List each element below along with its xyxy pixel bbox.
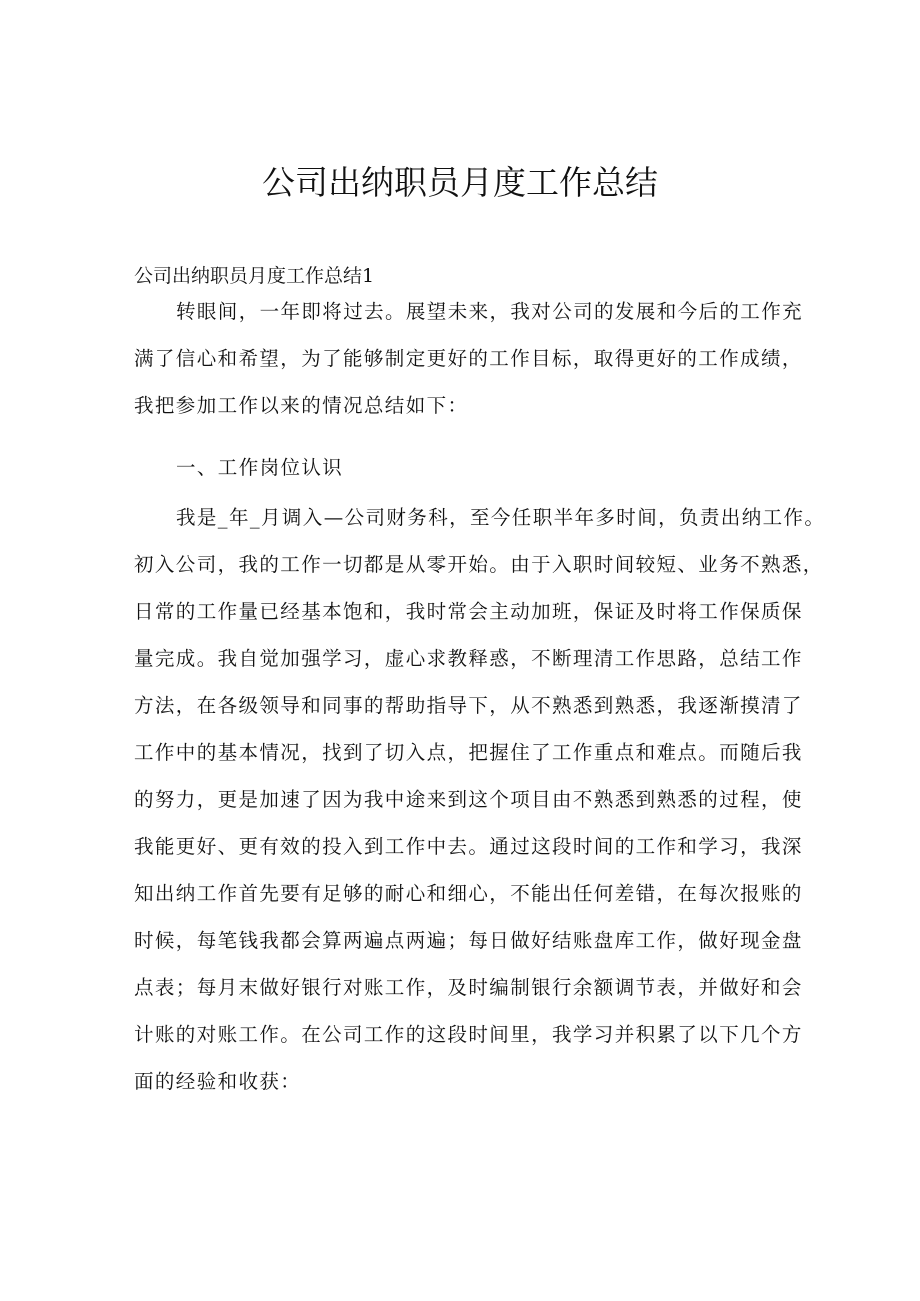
paragraph-line: 初入公司，我的工作一切都是从零开始。由于入职时间较短、业务不熟悉， [134,553,824,576]
paragraph-line: 工作中的基本情况，找到了切入点，把握住了工作重点和难点。而随后我 [134,741,803,764]
paragraph-line: 满了信心和希望，为了能够制定更好的工作目标，取得更好的工作成绩， [134,347,803,370]
paragraph-line: 点表；每月末做好银行对账工作，及时编制银行余额调节表，并做好和会 [134,976,803,999]
paragraph-line: 我能更好、更有效的投入到工作中去。通过这段时间的工作和学习，我深 [134,835,803,858]
paragraph-line: 时候，每笔钱我都会算两遍点两遍；每日做好结账盘库工作，做好现金盘 [134,929,803,952]
paragraph-line: 计账的对账工作。在公司工作的这段时间里，我学习并积累了以下几个方 [134,1023,803,1046]
paragraph-line: 日常的工作量已经基本饱和，我时常会主动加班，保证及时将工作保质保 [134,600,803,623]
intro-paragraph [134,288,814,429]
paragraph-line: 量完成。我自觉加强学习，虚心求教释惑，不断理清工作思路，总结工作 [134,647,803,670]
paragraph-line: 我是_年_月调入—公司财务科，至今任职半年多时间，负责出纳工作。 [176,506,826,529]
document-title: 公司出纳职员月度工作总结 [262,163,658,202]
paragraph-line: 方法，在各级领导和同事的帮助指导下，从不熟悉到熟悉，我逐渐摸清了 [134,694,803,717]
paragraph-line: 面的经验和收获： [134,1070,302,1093]
section-heading-job-awareness: 一、工作岗位认识 [176,456,344,479]
paragraph-line: 的努力，更是加速了因为我中途来到这个项目由不熟悉到熟悉的过程，使 [134,788,803,811]
paragraph-line: 转眼间，一年即将过去。展望未来，我对公司的发展和今后的工作充 [176,300,804,323]
paragraph-line: 知出纳工作首先要有足够的耐心和细心，不能出任何差错，在每次报账的 [134,882,803,905]
job-paragraph [134,494,826,1105]
paragraph-line: 我把参加工作以来的情况总结如下： [134,394,469,417]
section-subheading: 公司出纳职员月度工作总结1 [134,265,375,287]
